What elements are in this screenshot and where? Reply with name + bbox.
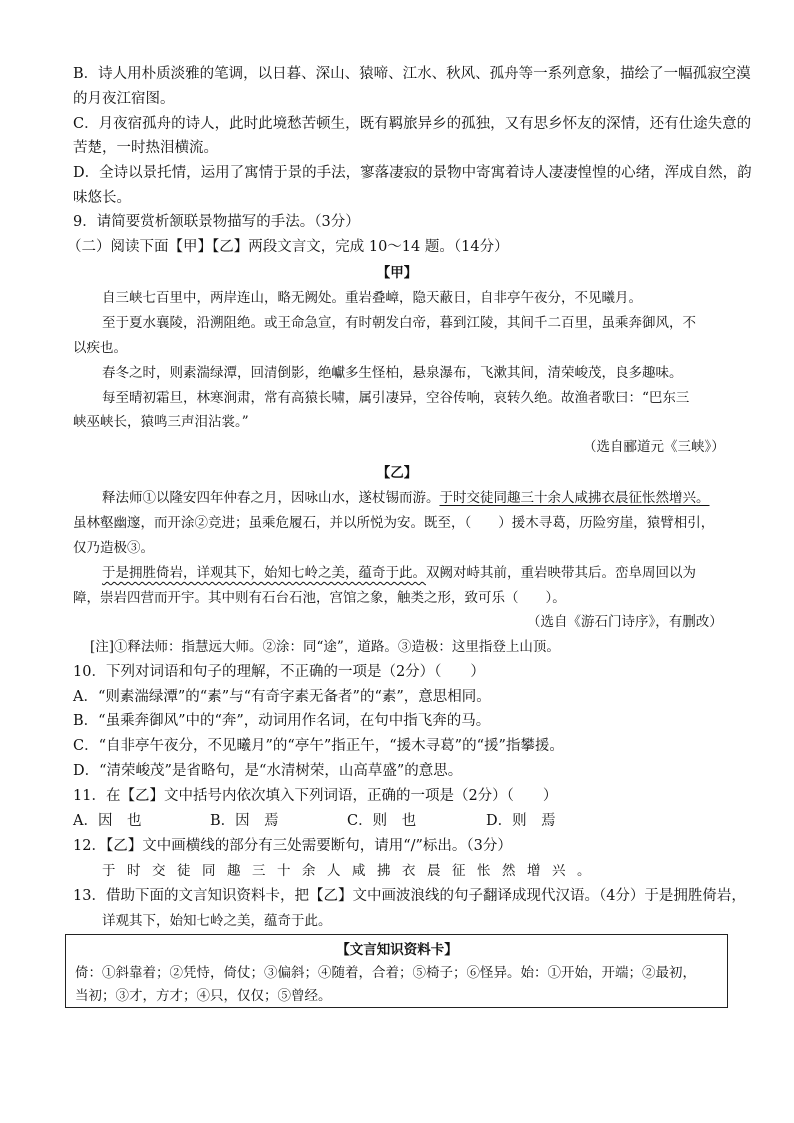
knowledge-card-line1: 倚：①斜靠着；②凭恃，倚仗；③偏斜；④随着，合着；⑤椅子；⑥怪异。始：①开始，开端；②最初， — [75, 965, 696, 981]
q8-option-d-line1: D．全诗以景托情，运用了寓情于景的手法，寥落凄寂的景物中寄寓着诗人凄凄惶惶的心绪，浑成自然，韵 — [73, 165, 752, 181]
question-11-option-d: D．则 焉 — [486, 813, 556, 829]
passage-yi-wavy-sentence: 于是拥胜倚岩，详观其下，始知七岭之美，蕴奇于此。 — [102, 565, 426, 581]
q8-option-d-line2: 味悠长。 — [73, 190, 131, 206]
question-11-option-a: A．因 也 — [73, 813, 142, 829]
passage-yi-notes: [注]①释法师：指慧远大师。②涂：同“途”，道路。③造极：这里指登上山顶。 — [90, 639, 560, 655]
passage-jia-p2-line2: 以疾也。 — [73, 340, 127, 356]
passage-jia-p3: 春冬之时，则素湍绿潭，回清倒影，绝巘多生怪柏，悬泉瀑布，飞漱其间，清荣峻茂，良多趣味。 — [102, 365, 683, 381]
passage-yi-line4-text: 双阙对峙其前，重岩映带其后。峦阜周回以为 — [426, 565, 696, 581]
question-10-option-b: B．“虽乘奔御风”中的“奔”，动词用作名词，在句中指飞奔的马。 — [73, 713, 491, 729]
knowledge-card-title: 【文言知识资料卡】 — [336, 942, 458, 958]
q8-option-b-line1: B．诗人用朴质淡雅的笔调，以日暮、深山、猿啼、江水、秋风、孤舟等一系列意象，描绘了一幅孤寂空漠 — [73, 66, 751, 82]
passage-yi-underlined-sentence: 于时交徒同趣三十余人咸拂衣晨征怅然增兴。 — [439, 490, 710, 506]
passage-jia-source: （选自郦道元《三峡》） — [583, 439, 725, 455]
question-12-stem: 12．【乙】文中画横线的部分有三处需要断句，请用“/”标出。（3分） — [73, 838, 512, 854]
question-10-option-a: A．“则素湍绿潭”的“素”与“有奇字素无备者”的“素”，意思相同。 — [73, 689, 491, 705]
question-11-option-c: C．则 也 — [347, 813, 417, 829]
passage-yi-line4 — [102, 563, 696, 583]
passage-jia-p4-line2: 峡巫峡长，猿鸣三声泪沾裳。” — [73, 414, 249, 430]
passage-yi-line5: 障，崇岩四营而开宇。其中则有石台石池，宫馆之象，触类之形，致可乐（ ）。 — [73, 590, 566, 606]
q8-option-c-line2: 苦楚，一时热泪横流。 — [73, 140, 218, 156]
question-13-sentence: 详观其下，始知七岭之美，蕴奇于此。 — [102, 913, 332, 929]
knowledge-card-line2: 当初；③才，方才；④只，仅仅；⑤曾经。 — [75, 988, 332, 1004]
passage-jia-title: 【甲】 — [376, 265, 418, 281]
passage-yi-line1 — [102, 488, 710, 508]
question-10-option-c: C．“自非亭午夜分，不见曦月”的“亭午”指正午，“援木寻葛”的“援”指攀援。 — [73, 738, 564, 754]
question-10-option-d: D．“清荣峻茂”是省略句，是“水清树荣，山高草盛”的意思。 — [73, 763, 463, 779]
passage-yi-title: 【乙】 — [376, 465, 418, 481]
q8-option-c-line1: C．月夜宿孤舟的诗人，此时此境愁苦顿生，既有羁旅异乡的孤独，又有思乡怀友的深情，还有仕途失意的 — [73, 116, 752, 132]
section-2-heading: （二）阅读下面【甲】【乙】两段文言文，完成 10～14 题。（14分） — [67, 239, 509, 255]
question-10-stem: 10．下列对词语和句子的理解，不正确的一项是（2分）（ ） — [73, 664, 485, 680]
question-11-option-b: B．因 焉 — [210, 813, 279, 829]
passage-yi-source: （选自《游石门诗序》，有删改） — [527, 614, 723, 630]
question-11-stem: 11．在【乙】文中括号内依次填入下列词语，正确的一项是（2分）（ ） — [73, 788, 558, 804]
passage-yi-line1-text: 释法师①以隆安四年仲春之月，因咏山水，遂杖锡而游。 — [102, 490, 440, 506]
passage-jia-p2-line1: 至于夏水襄陵，沿溯阻绝。或王命急宣，有时朝发白帝，暮到江陵，其间千二百里，虽乘奔御风，不 — [102, 315, 696, 331]
question-12-sentence: 于时交徒同趣三十余人咸拂衣晨征怅然增兴。 — [102, 863, 602, 879]
passage-yi-line3: 仅乃造极③。 — [73, 540, 154, 556]
passage-yi-line2: 虽林壑幽邃，而开涂②竞进；虽乘危履石，并以所悦为安。既至，（ ）援木寻葛，历险穷崖，猿臂相引， — [73, 515, 715, 531]
q8-option-b-line2: 的月夜江宿图。 — [73, 91, 175, 107]
passage-jia-p4-line1: 每至晴初霜旦，林寒涧肃，常有高猿长啸，属引凄异，空谷传响，哀转久绝。故渔者歌曰：“巴东三 — [102, 390, 690, 406]
question-9: 9．请简要赏析颔联景物描写的手法。（3分） — [73, 214, 360, 230]
question-13-stem: 13．借助下面的文言知识资料卡，把【乙】文中画波浪线的句子翻译成现代汉语。（4分）于是拥胜倚岩， — [73, 888, 746, 904]
passage-jia-p1: 自三峡七百里中，两岸连山，略无阙处。重岩叠嶂，隐天蔽日，自非亭午夜分，不见曦月。 — [102, 290, 642, 306]
